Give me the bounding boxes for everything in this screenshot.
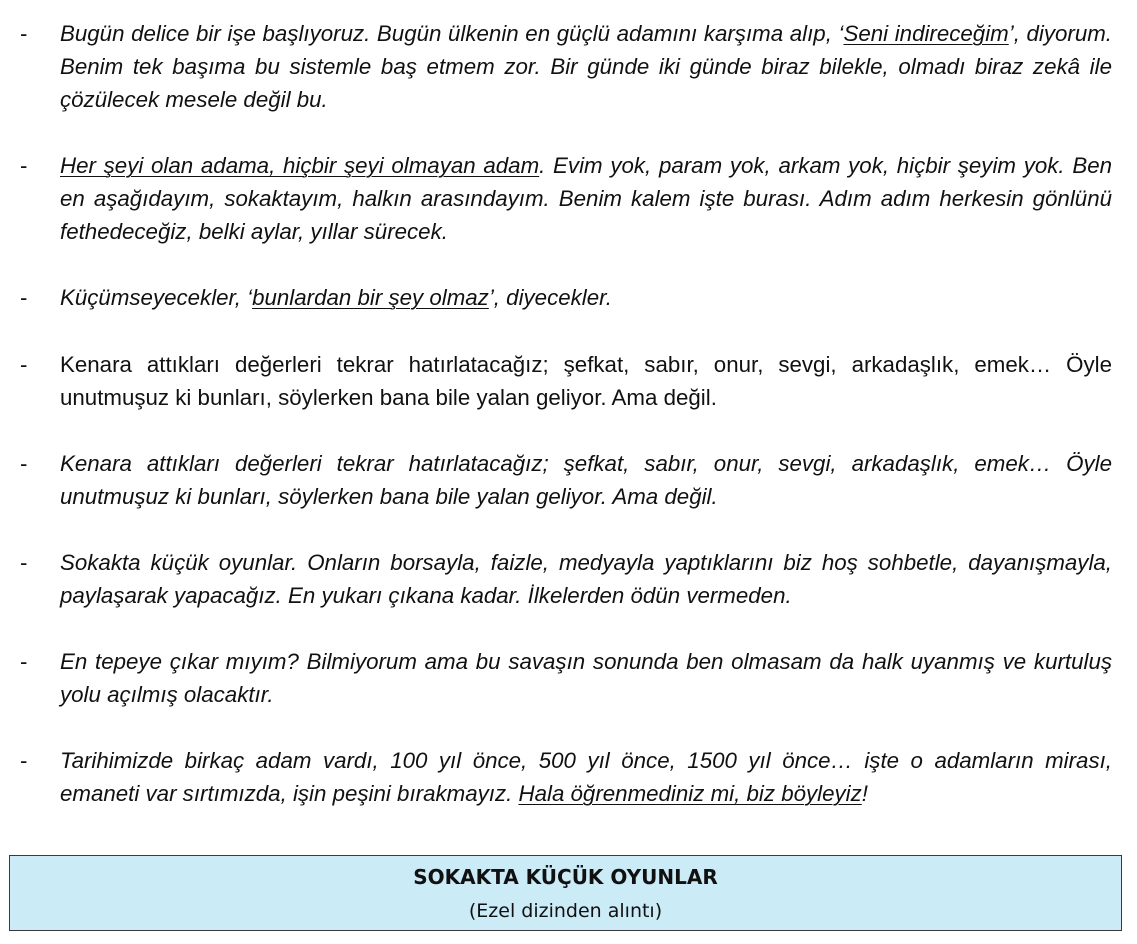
text-segment: Sokakta küçük oyunlar. Onların borsayla, faizle, medyayla yaptıklarını biz hoş sohbetle, dayanışmayla, paylaşarak yapacağız. En yukarı çıkana kadar. İlkelerden ödün vermeden. — [60, 550, 1112, 608]
underlined-quote: Seni indireceğim — [843, 21, 1009, 46]
paragraph-text — [60, 744, 1112, 810]
text-segment: Küçümseyecekler, ‘ — [60, 285, 253, 310]
text-segment: Bugün delice bir işe başlıyoruz. Bugün ülkenin en güçlü adamını karşıma alıp, ‘ — [60, 21, 844, 46]
text-segment: Tarihimizde birkaç adam vardı, 100 yıl önce, 500 yıl önce, 1500 yıl önce… işte o adamların mirası, emaneti var sırtımızda, işin peşini bırakmayız. — [60, 748, 1112, 806]
paragraph-text — [60, 645, 1112, 711]
bullet-dash: - — [20, 451, 28, 476]
underlined-quote: bunlardan bir şey olmaz — [252, 285, 489, 310]
bullet-dash: - — [20, 748, 28, 773]
bullet-dash: - — [20, 21, 28, 46]
paragraph-text — [60, 348, 1112, 414]
text-segment: ’, diyorum. Benim tek başıma bu sistemle baş etmem zor. Bir günde iki günde biraz bilekle, olmadı biraz zekâ ile çözülecek mesele değil bu. — [60, 21, 1112, 112]
text-segment: Kenara attıkları değerleri tekrar hatırlatacağız; şefkat, sabır, onur, sevgi, arkadaşlık, emek… Öyle unutmuşuz ki bunları, söylerken bana bile yalan geliyor. Ama değil. — [60, 451, 1112, 509]
text-segment: En tepeye çıkar mıyım? Bilmiyorum ama bu savaşın sonunda ben olmasam da halk uyanmış ve kurtuluş yolu açılmış olacaktır. — [60, 649, 1112, 707]
text-segment: ’, diyecekler. — [488, 285, 612, 310]
bullet-dash: - — [20, 285, 28, 310]
bullet-dash: - — [20, 550, 28, 575]
paragraph-text — [60, 281, 1112, 314]
paragraph-text — [60, 149, 1112, 248]
text-segment: ! — [861, 781, 868, 806]
text-segment: . Evim yok, param yok, arkam yok, hiçbir şeyim yok. Ben en aşağıdayım, sokaktayım, halkın arasındayım. Benim kalem işte burası. Adım adım herkesin gönlünü fethedeceğiz, belki aylar, yıllar sürecek. — [60, 153, 1112, 244]
caption-box — [9, 855, 1122, 931]
text-segment: Kenara attıkları değerleri tekrar hatırlatacağız; şefkat, sabır, onur, sevgi, arkadaşlık, emek… Öyle unutmuşuz ki bunları, söylerken bana bile yalan geliyor. Ama değil. — [60, 352, 1112, 410]
paragraph-text — [60, 17, 1112, 116]
caption-subtitle: (Ezel dizinden alıntı) — [468, 900, 663, 922]
underlined-quote: Hala öğrenmediniz mi, biz böyleyiz — [518, 781, 862, 806]
paragraph-text — [60, 447, 1112, 513]
bullet-dash: - — [20, 352, 28, 377]
bullet-dash: - — [20, 153, 28, 178]
underlined-quote: Her şeyi olan adama, hiçbir şeyi olmayan adam — [60, 153, 540, 178]
caption-title: SOKAKTA KÜÇÜK OYUNLAR — [413, 865, 718, 889]
paragraph-text — [60, 546, 1112, 612]
bullet-dash: - — [20, 649, 28, 674]
